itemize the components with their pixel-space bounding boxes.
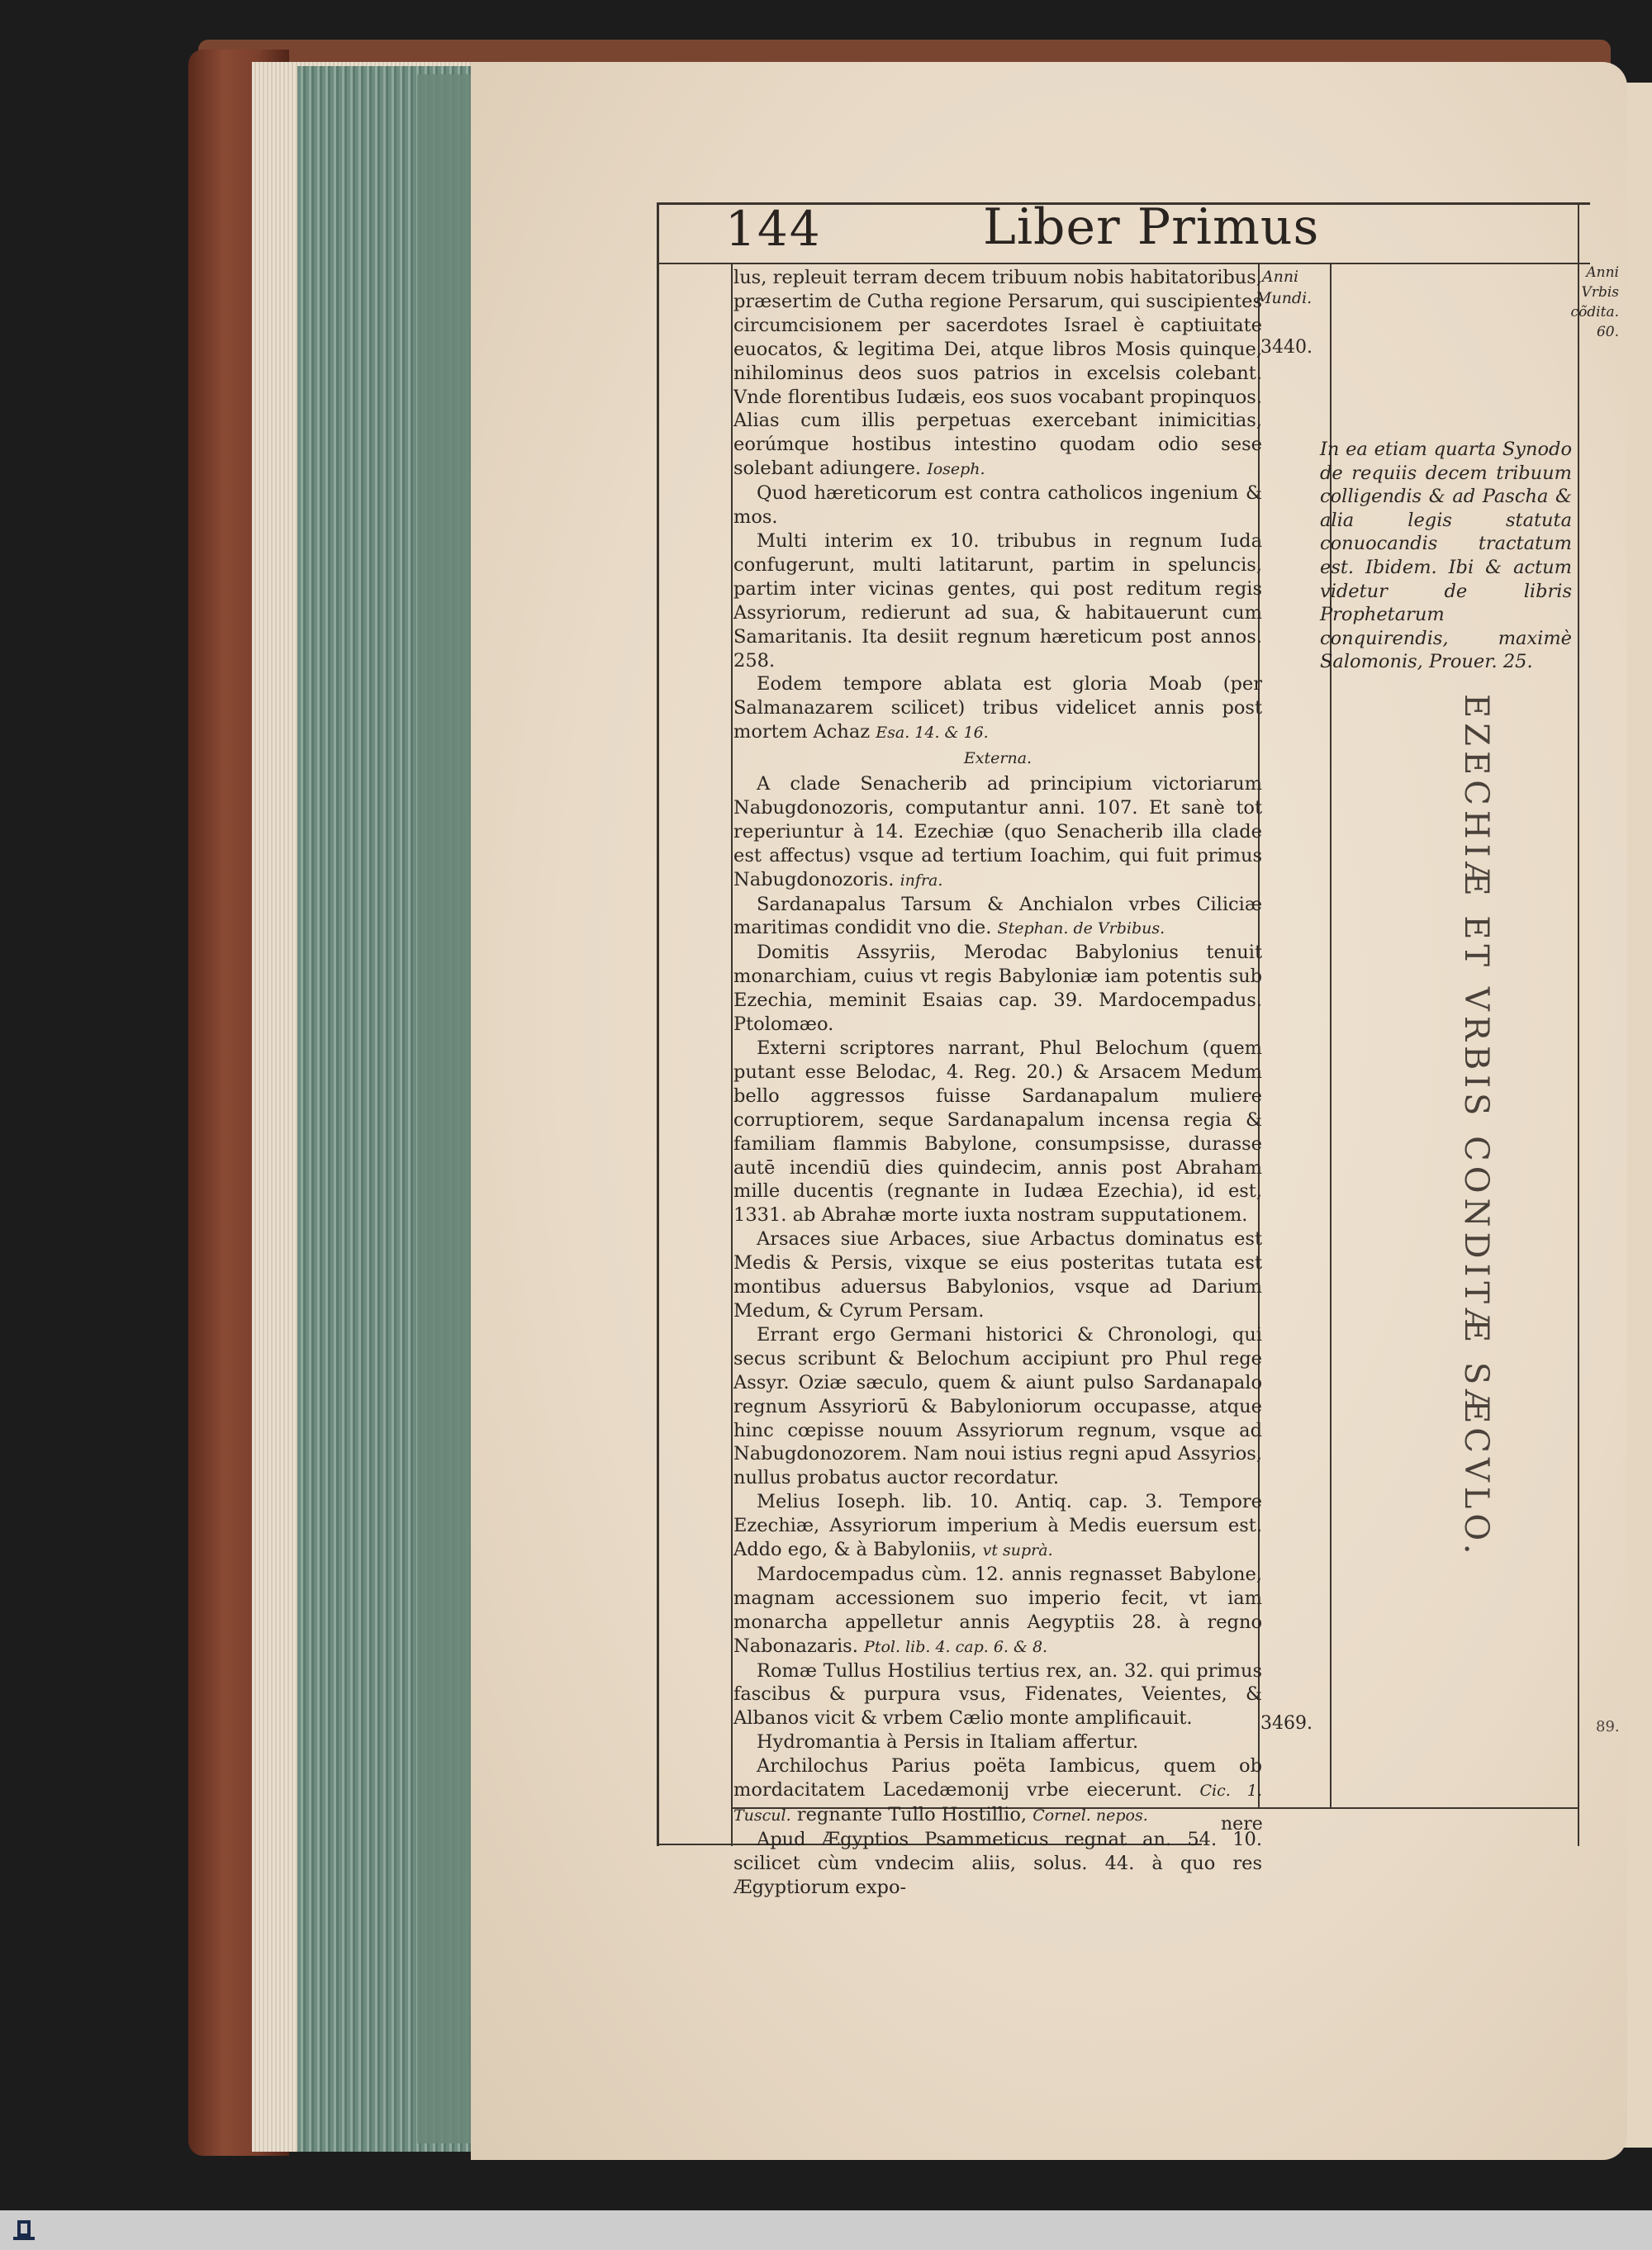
p15-citation-b: Cornel. nepos.	[1032, 1806, 1148, 1825]
p15-text: Archilochus Parius poëta Iambicus, quem ob mordacitatem Lacedæmonij vrbe eiecerunt.	[733, 1755, 1262, 1801]
paragraph-15	[733, 1754, 1262, 1828]
p12-text: Mardocempadus cùm. 12. annis regnasset Babylone, magnam accessionem suo imperio fecit, vt iam monarcha appelletur annis Aegyptiis 28. à regno Nabonazaris.	[733, 1563, 1262, 1657]
urbis-line-1: Anni	[1586, 264, 1619, 281]
paragraph-1	[733, 266, 1262, 482]
paragraph-14: Hydromantia à Persis in Italiam affertur.	[757, 1731, 1139, 1754]
paragraph-5	[733, 772, 1262, 893]
frame-header-rule	[657, 263, 1590, 264]
main-text-column	[733, 266, 1262, 1900]
frame-left-rule	[657, 202, 659, 1846]
leaf-number: 89.	[1596, 1718, 1620, 1735]
paragraph-4	[733, 672, 1262, 745]
p6-citation: Stephan. de Vrbibus.	[997, 919, 1165, 938]
margin-note: In ea etiam quarta Synodo de requiis decem tribuum colligendis & ad Pascha & alia legis statuta conuocandis tractatum est. Ibidem. Ibi & actum videtur de libris Prophetarum conquirendis, maximè Salomonis, Prouer. 25.	[1320, 439, 1572, 673]
paragraph-2: Quod hæreticorum est contra catholicos ingenium & mos.	[733, 482, 1262, 529]
section-heading: Externa.	[963, 749, 1032, 768]
year-top: 3440.	[1260, 337, 1313, 358]
p4-citation: Esa. 14. & 16.	[876, 724, 989, 743]
paragraph-11	[733, 1490, 1262, 1563]
running-head: Liber Primus	[983, 198, 1320, 256]
p6-text: Sardanapalus Tarsum & Anchialon vrbes Ciliciæ maritimas condidit vno die.	[733, 893, 1262, 939]
p5-text: A clade Senacherib ad principium victoriarum Nabugdonozoris, computantur anni. 107. Et sanè tot reperiuntur à 14. Ezechiæ (quo Senacherib illa clade est affectus) vsque ad tertium Ioachim, qui fuit primus Nabugdonozoris.	[733, 773, 1262, 890]
viewer-footer-bar	[0, 2210, 1652, 2250]
anni-label-line2: Mundi.	[1256, 289, 1313, 307]
library-logo-icon	[10, 2217, 38, 2245]
paragraph-3: Multi interim ex 10. tribubus in regnum Iuda confugerunt, multi latitarunt, partim in speluncis, partim inter vicinas gentes, qui post reditum regis Assyriorum, redierunt ad sua, & habitauerunt cum Samaritanis. Ita desiit regnum hæreticum post annos. 258.	[733, 529, 1262, 672]
p1-citation: Ioseph.	[927, 460, 985, 479]
paragraph-9: Arsaces siue Arbaces, siue Arbactus dominatus est Medis & Persis, vixque se eius posteritas tutata est montibus aduersus Babylonios, vsque ad Darium Medum, & Cyrum Persam.	[733, 1228, 1262, 1322]
paragraph-6	[733, 893, 1262, 942]
catchword: nere	[1221, 1814, 1263, 1835]
p15-mid: regnante Tullo Hostillio,	[796, 1804, 1028, 1825]
frame-main-left-rule	[731, 263, 733, 1846]
vertical-side-title: EZECHIÆ ET VRBIS CONDITÆ SÆCVLO.	[1457, 694, 1495, 1559]
paragraph-12	[733, 1563, 1262, 1659]
p11-citation: vt suprà.	[982, 1541, 1053, 1560]
frame-right-rule	[1578, 202, 1579, 1846]
urbis-line-3: cõdita.	[1570, 304, 1619, 320]
year-bottom: 3469.	[1260, 1713, 1313, 1734]
p1-text: lus, repleuit terram decem tribuum nobis habitatoribus, præsertim de Cutha regione Persarum, qui suscipientes circumcisionem per sacerdotes Israel è captiuitate euocatos, & legitima Dei, atque libros Mosis quinque, nihilominus deos suos patrios in excelsis colebant. Vnde florentibus Iudæis, eos suos vocabant propinquos. Alias cum illis perpetuas exercebant inimicitias, eorúmque hostibus intestino quodam odio sese solebant adiungere.	[733, 267, 1262, 480]
paragraph-8: Externi scriptores narrant, Phul Belochum (quem putant esse Belodac, 4. Reg. 20.) & Arsacem Medum bello aggressos fuisse Sardanapalum muliere corruptiorem, seque Sardanapalum incensa regia & familiam flammis Babylone, consumpsisse, durasse autē incendiū dies quindecim, annis post Abraham mille ducentis (regnante in Iudæa Ezechia), id est, 1331. ab Abrahæ morte iuxta nostram supputationem.	[733, 1037, 1262, 1227]
p11-text: Melius Ioseph. lib. 10. Antiq. cap. 3. Tempore Ezechiæ, Assyriorum imperium à Medis euersum est. Addo ego, & à Babyloniis,	[733, 1491, 1262, 1561]
anni-mundi-label	[1256, 266, 1313, 309]
paragraph-10: Errant ergo Germani historici & Chronologi, qui secus scribunt & Belochum accipiunt pro Phul rege Assyr. Oziæ sæculo, quem & aiunt pulso Sardanapalo regnum Assyriorū & Babyloniorum occupasse, atque hinc cœpisse nouum Assyriorum regnum, vsque ad Nabugdonozorem. Nam noui istius regni apud Assyrios, nullus probatus auctor recordatur.	[733, 1323, 1262, 1489]
urbis-line-2: Vrbis	[1581, 284, 1619, 301]
p4-text: Eodem tempore ablata est gloria Moab (per Salmanazarem scilicet) tribus videlicet annis post mortem Achaz	[733, 673, 1262, 743]
paragraph-7: Domitis Assyriis, Merodac Babylonius tenuit monarchiam, cuius vt regis Babyloniæ iam potentis sub Ezechia, meminit Esaias cap. 39. Mardocempadus. Ptolomæo.	[733, 942, 1262, 1036]
paragraph-13: Romæ Tullus Hostilius tertius rex, an. 32. qui primus fascibus & purpura vsus, Fidenates, Veientes, & Albanos vicit & vrbem Cælio monte amplificauit.	[733, 1659, 1262, 1730]
p5-citation: infra.	[900, 871, 943, 890]
anni-urbis-label	[1569, 263, 1619, 342]
p15-citation-a: Cic. 1. Tuscul.	[733, 1782, 1263, 1825]
urbis-line-4: 60.	[1596, 324, 1619, 340]
page-number: 144	[725, 201, 822, 257]
paragraph-16: Apud Ægyptios Psammeticus regnat an. 54. 10. scilicet cùm vndecim aliis, solus. 44. à quo res Ægyptiorum expo-	[733, 1828, 1262, 1898]
anni-label-line1: Anni	[1261, 268, 1299, 286]
p12-citation: Ptol. lib. 4. cap. 6. & 8.	[864, 1637, 1048, 1656]
